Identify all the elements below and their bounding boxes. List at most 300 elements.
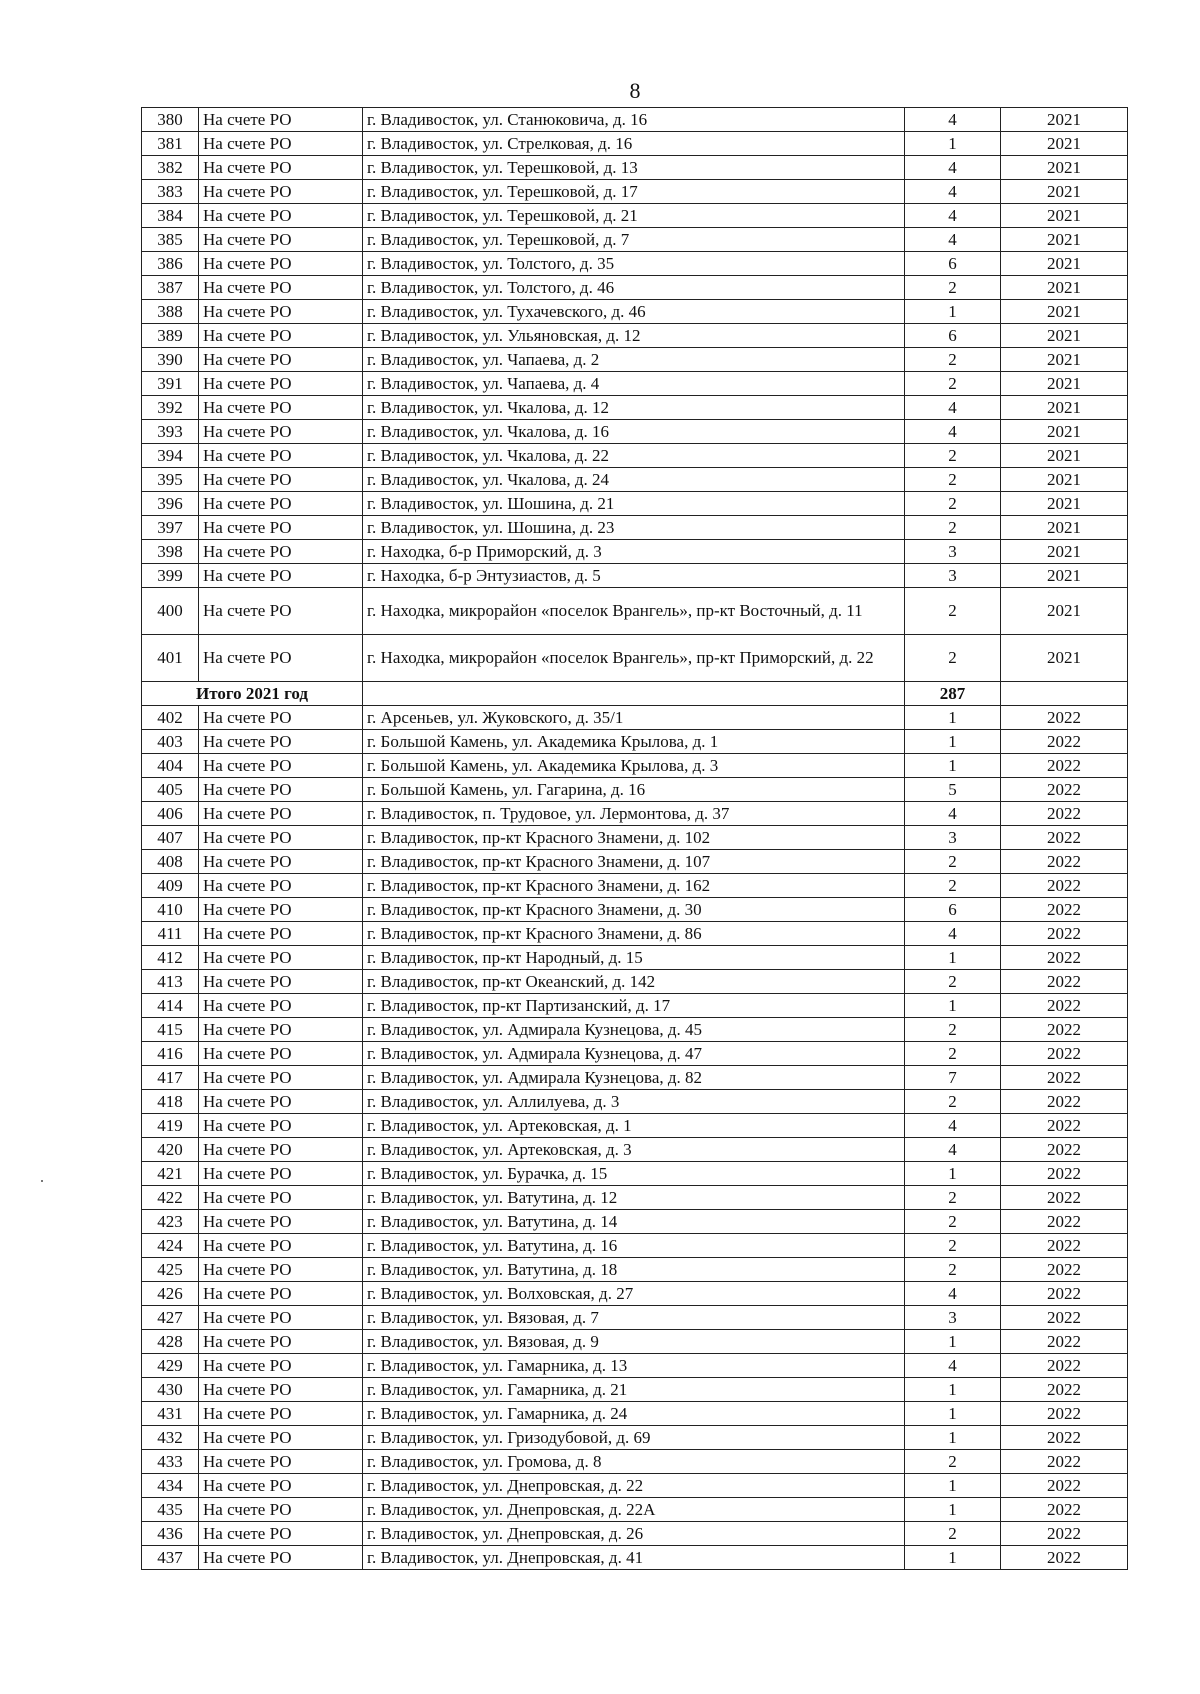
address-cell: г. Владивосток, ул. Громова, д. 8 bbox=[363, 1450, 905, 1474]
count-cell: 7 bbox=[905, 1066, 1001, 1090]
count-cell: 6 bbox=[905, 898, 1001, 922]
page-number: 8 bbox=[629, 78, 641, 103]
year-cell: 2021 bbox=[1001, 300, 1128, 324]
count-cell: 2 bbox=[905, 348, 1001, 372]
row-number-cell: 395 bbox=[142, 468, 199, 492]
table-row bbox=[142, 1330, 1128, 1354]
row-number-cell: 396 bbox=[142, 492, 199, 516]
count-cell: 4 bbox=[905, 922, 1001, 946]
year-cell: 2022 bbox=[1001, 1330, 1128, 1354]
count-cell: 1 bbox=[905, 706, 1001, 730]
address-cell: г. Находка, микрорайон «поселок Врангель», пр-кт Восточный, д. 11 bbox=[363, 588, 905, 635]
account-type-cell: На счете РО bbox=[199, 372, 363, 396]
table-row bbox=[142, 946, 1128, 970]
count-cell: 2 bbox=[905, 372, 1001, 396]
account-type-cell: На счете РО bbox=[199, 1306, 363, 1330]
year-cell: 2022 bbox=[1001, 1066, 1128, 1090]
row-number-cell: 407 bbox=[142, 826, 199, 850]
year-cell: 2022 bbox=[1001, 802, 1128, 826]
year-cell: 2021 bbox=[1001, 444, 1128, 468]
count-cell: 1 bbox=[905, 994, 1001, 1018]
count-cell: 6 bbox=[905, 324, 1001, 348]
count-cell: 4 bbox=[905, 180, 1001, 204]
year-cell: 2022 bbox=[1001, 1378, 1128, 1402]
account-type-cell: На счете РО bbox=[199, 1258, 363, 1282]
address-cell: г. Владивосток, ул. Вязовая, д. 7 bbox=[363, 1306, 905, 1330]
table-row bbox=[142, 372, 1128, 396]
account-type-cell: На счете РО bbox=[199, 754, 363, 778]
table-row bbox=[142, 1522, 1128, 1546]
address-cell: г. Владивосток, ул. Адмирала Кузнецова, д. 47 bbox=[363, 1042, 905, 1066]
address-cell: г. Владивосток, пр-кт Красного Знамени, д. 86 bbox=[363, 922, 905, 946]
total-section bbox=[142, 682, 1128, 706]
table-row bbox=[142, 1306, 1128, 1330]
year-cell: 2021 bbox=[1001, 396, 1128, 420]
table-row bbox=[142, 1114, 1128, 1138]
table-row bbox=[142, 1138, 1128, 1162]
address-cell: г. Владивосток, ул. Волховская, д. 27 bbox=[363, 1282, 905, 1306]
account-type-cell: На счете РО bbox=[199, 324, 363, 348]
address-cell: г. Владивосток, ул. Чкалова, д. 24 bbox=[363, 468, 905, 492]
table-row bbox=[142, 420, 1128, 444]
account-type-cell: На счете РО bbox=[199, 898, 363, 922]
table-row bbox=[142, 635, 1128, 682]
count-cell: 4 bbox=[905, 1114, 1001, 1138]
account-type-cell: На счете РО bbox=[199, 994, 363, 1018]
row-number-cell: 398 bbox=[142, 540, 199, 564]
row-number-cell: 400 bbox=[142, 588, 199, 635]
account-type-cell: На счете РО bbox=[199, 1498, 363, 1522]
table-row bbox=[142, 1234, 1128, 1258]
table-row bbox=[142, 826, 1128, 850]
address-cell: г. Владивосток, ул. Терешковой, д. 7 bbox=[363, 228, 905, 252]
account-type-cell: На счете РО bbox=[199, 850, 363, 874]
table-row bbox=[142, 252, 1128, 276]
table-row bbox=[142, 1018, 1128, 1042]
count-cell: 5 bbox=[905, 778, 1001, 802]
account-type-cell: На счете РО bbox=[199, 468, 363, 492]
address-cell: г. Владивосток, ул. Стрелковая, д. 16 bbox=[363, 132, 905, 156]
row-number-cell: 380 bbox=[142, 108, 199, 132]
year-cell: 2022 bbox=[1001, 1450, 1128, 1474]
account-type-cell: На счете РО bbox=[199, 635, 363, 682]
table-row bbox=[142, 1426, 1128, 1450]
row-number-cell: 402 bbox=[142, 706, 199, 730]
address-cell: г. Владивосток, ул. Терешковой, д. 17 bbox=[363, 180, 905, 204]
table-row bbox=[142, 850, 1128, 874]
row-number-cell: 423 bbox=[142, 1210, 199, 1234]
year-cell: 2022 bbox=[1001, 874, 1128, 898]
year-cell: 2021 bbox=[1001, 156, 1128, 180]
account-type-cell: На счете РО bbox=[199, 204, 363, 228]
table-row bbox=[142, 970, 1128, 994]
row-number-cell: 406 bbox=[142, 802, 199, 826]
row-number-cell: 422 bbox=[142, 1186, 199, 1210]
row-number-cell: 390 bbox=[142, 348, 199, 372]
account-type-cell: На счете РО bbox=[199, 564, 363, 588]
table-row bbox=[142, 1402, 1128, 1426]
table-row bbox=[142, 540, 1128, 564]
table-row bbox=[142, 1498, 1128, 1522]
account-type-cell: На счете РО bbox=[199, 1426, 363, 1450]
table-row bbox=[142, 922, 1128, 946]
count-cell: 4 bbox=[905, 156, 1001, 180]
table-row bbox=[142, 730, 1128, 754]
count-cell: 3 bbox=[905, 826, 1001, 850]
row-number-cell: 405 bbox=[142, 778, 199, 802]
row-number-cell: 394 bbox=[142, 444, 199, 468]
year-cell: 2021 bbox=[1001, 420, 1128, 444]
account-type-cell: На счете РО bbox=[199, 420, 363, 444]
table-row bbox=[142, 1474, 1128, 1498]
table-row bbox=[142, 1546, 1128, 1570]
housing-register-table bbox=[141, 107, 1128, 1570]
table-row bbox=[142, 276, 1128, 300]
year-cell: 2022 bbox=[1001, 850, 1128, 874]
year-cell: 2022 bbox=[1001, 706, 1128, 730]
account-type-cell: На счете РО bbox=[199, 492, 363, 516]
count-cell: 1 bbox=[905, 946, 1001, 970]
account-type-cell: На счете РО bbox=[199, 730, 363, 754]
year-cell: 2022 bbox=[1001, 994, 1128, 1018]
year-cell: 2022 bbox=[1001, 1426, 1128, 1450]
count-cell: 2 bbox=[905, 1210, 1001, 1234]
address-cell: г. Владивосток, ул. Гамарника, д. 13 bbox=[363, 1354, 905, 1378]
table-row bbox=[142, 300, 1128, 324]
year-cell: 2021 bbox=[1001, 468, 1128, 492]
table-row bbox=[142, 1282, 1128, 1306]
year-cell: 2022 bbox=[1001, 1402, 1128, 1426]
count-cell: 6 bbox=[905, 252, 1001, 276]
row-number-cell: 414 bbox=[142, 994, 199, 1018]
year-cell: 2022 bbox=[1001, 922, 1128, 946]
year-cell: 2022 bbox=[1001, 1282, 1128, 1306]
year-cell: 2021 bbox=[1001, 635, 1128, 682]
row-number-cell: 437 bbox=[142, 1546, 199, 1570]
account-type-cell: На счете РО bbox=[199, 1402, 363, 1426]
row-number-cell: 434 bbox=[142, 1474, 199, 1498]
total-label: Итого 2021 год bbox=[142, 682, 363, 706]
year-cell: 2022 bbox=[1001, 1498, 1128, 1522]
year-cell: 2021 bbox=[1001, 372, 1128, 396]
address-cell: г. Владивосток, ул. Ватутина, д. 18 bbox=[363, 1258, 905, 1282]
table-row bbox=[142, 874, 1128, 898]
table-row bbox=[142, 516, 1128, 540]
year-cell: 2022 bbox=[1001, 826, 1128, 850]
table-row bbox=[142, 1042, 1128, 1066]
address-cell: г. Владивосток, пр-кт Красного Знамени, д. 30 bbox=[363, 898, 905, 922]
table-row bbox=[142, 1186, 1128, 1210]
table-row bbox=[142, 778, 1128, 802]
count-cell: 2 bbox=[905, 468, 1001, 492]
address-cell: г. Арсеньев, ул. Жуковского, д. 35/1 bbox=[363, 706, 905, 730]
total-empty-year-cell bbox=[1001, 682, 1128, 706]
table-row bbox=[142, 324, 1128, 348]
count-cell: 2 bbox=[905, 516, 1001, 540]
count-cell: 4 bbox=[905, 108, 1001, 132]
count-cell: 2 bbox=[905, 1042, 1001, 1066]
year-cell: 2022 bbox=[1001, 1186, 1128, 1210]
row-number-cell: 425 bbox=[142, 1258, 199, 1282]
row-number-cell: 385 bbox=[142, 228, 199, 252]
table-row bbox=[142, 1450, 1128, 1474]
year-cell: 2021 bbox=[1001, 516, 1128, 540]
address-cell: г. Владивосток, пр-кт Партизанский, д. 17 bbox=[363, 994, 905, 1018]
row-number-cell: 403 bbox=[142, 730, 199, 754]
account-type-cell: На счете РО bbox=[199, 1066, 363, 1090]
row-number-cell: 410 bbox=[142, 898, 199, 922]
table-row bbox=[142, 396, 1128, 420]
account-type-cell: На счете РО bbox=[199, 396, 363, 420]
address-cell: г. Владивосток, ул. Артековская, д. 3 bbox=[363, 1138, 905, 1162]
address-cell: г. Большой Камень, ул. Академика Крылова, д. 1 bbox=[363, 730, 905, 754]
table-row bbox=[142, 132, 1128, 156]
year-cell: 2021 bbox=[1001, 132, 1128, 156]
address-cell: г. Владивосток, ул. Терешковой, д. 13 bbox=[363, 156, 905, 180]
account-type-cell: На счете РО bbox=[199, 276, 363, 300]
count-cell: 2 bbox=[905, 970, 1001, 994]
year-cell: 2021 bbox=[1001, 108, 1128, 132]
address-cell: г. Владивосток, ул. Ватутина, д. 16 bbox=[363, 1234, 905, 1258]
count-cell: 2 bbox=[905, 492, 1001, 516]
total-value: 287 bbox=[905, 682, 1001, 706]
account-type-cell: На счете РО bbox=[199, 1354, 363, 1378]
table-row bbox=[142, 348, 1128, 372]
account-type-cell: На счете РО bbox=[199, 300, 363, 324]
year-cell: 2022 bbox=[1001, 898, 1128, 922]
account-type-cell: На счете РО bbox=[199, 1210, 363, 1234]
account-type-cell: На счете РО bbox=[199, 826, 363, 850]
account-type-cell: На счете РО bbox=[199, 802, 363, 826]
count-cell: 2 bbox=[905, 444, 1001, 468]
account-type-cell: На счете РО bbox=[199, 706, 363, 730]
address-cell: г. Владивосток, ул. Ватутина, д. 12 bbox=[363, 1186, 905, 1210]
account-type-cell: На счете РО bbox=[199, 1162, 363, 1186]
table-row bbox=[142, 754, 1128, 778]
account-type-cell: На счете РО bbox=[199, 1186, 363, 1210]
address-cell: г. Владивосток, ул. Станюковича, д. 16 bbox=[363, 108, 905, 132]
row-number-cell: 435 bbox=[142, 1498, 199, 1522]
account-type-cell: На счете РО bbox=[199, 1090, 363, 1114]
account-type-cell: На счете РО bbox=[199, 874, 363, 898]
account-type-cell: На счете РО bbox=[199, 348, 363, 372]
count-cell: 4 bbox=[905, 420, 1001, 444]
account-type-cell: На счете РО bbox=[199, 516, 363, 540]
table-row bbox=[142, 468, 1128, 492]
count-cell: 3 bbox=[905, 1306, 1001, 1330]
account-type-cell: На счете РО bbox=[199, 1450, 363, 1474]
address-cell: г. Владивосток, пр-кт Красного Знамени, д. 102 bbox=[363, 826, 905, 850]
address-cell: г. Владивосток, ул. Бурачка, д. 15 bbox=[363, 1162, 905, 1186]
table-row bbox=[142, 588, 1128, 635]
count-cell: 1 bbox=[905, 730, 1001, 754]
row-number-cell: 418 bbox=[142, 1090, 199, 1114]
count-cell: 1 bbox=[905, 1546, 1001, 1570]
account-type-cell: На счете РО bbox=[199, 1474, 363, 1498]
count-cell: 1 bbox=[905, 1498, 1001, 1522]
account-type-cell: На счете РО bbox=[199, 1114, 363, 1138]
address-cell: г. Находка, б-р Энтузиастов, д. 5 bbox=[363, 564, 905, 588]
count-cell: 4 bbox=[905, 1282, 1001, 1306]
count-cell: 2 bbox=[905, 1090, 1001, 1114]
year-cell: 2021 bbox=[1001, 180, 1128, 204]
account-type-cell: На счете РО bbox=[199, 1546, 363, 1570]
address-cell: г. Находка, б-р Приморский, д. 3 bbox=[363, 540, 905, 564]
row-number-cell: 411 bbox=[142, 922, 199, 946]
address-cell: г. Большой Камень, ул. Гагарина, д. 16 bbox=[363, 778, 905, 802]
row-number-cell: 389 bbox=[142, 324, 199, 348]
row-number-cell: 426 bbox=[142, 1282, 199, 1306]
count-cell: 1 bbox=[905, 1162, 1001, 1186]
table-row bbox=[142, 898, 1128, 922]
address-cell: г. Владивосток, п. Трудовое, ул. Лермонтова, д. 37 bbox=[363, 802, 905, 826]
row-number-cell: 419 bbox=[142, 1114, 199, 1138]
scan-speck bbox=[41, 1180, 43, 1182]
table-row bbox=[142, 994, 1128, 1018]
table-row bbox=[142, 180, 1128, 204]
account-type-cell: На счете РО bbox=[199, 252, 363, 276]
row-number-cell: 432 bbox=[142, 1426, 199, 1450]
row-number-cell: 381 bbox=[142, 132, 199, 156]
address-cell: г. Владивосток, пр-кт Красного Знамени, д. 107 bbox=[363, 850, 905, 874]
year-cell: 2021 bbox=[1001, 588, 1128, 635]
row-number-cell: 428 bbox=[142, 1330, 199, 1354]
address-cell: г. Владивосток, ул. Артековская, д. 1 bbox=[363, 1114, 905, 1138]
address-cell: г. Владивосток, ул. Адмирала Кузнецова, д. 45 bbox=[363, 1018, 905, 1042]
row-number-cell: 392 bbox=[142, 396, 199, 420]
account-type-cell: На счете РО bbox=[199, 1282, 363, 1306]
year-cell: 2022 bbox=[1001, 1258, 1128, 1282]
count-cell: 4 bbox=[905, 1354, 1001, 1378]
table-row bbox=[142, 444, 1128, 468]
row-number-cell: 386 bbox=[142, 252, 199, 276]
account-type-cell: На счете РО bbox=[199, 1042, 363, 1066]
row-number-cell: 436 bbox=[142, 1522, 199, 1546]
account-type-cell: На счете РО bbox=[199, 970, 363, 994]
address-cell: г. Владивосток, пр-кт Народный, д. 15 bbox=[363, 946, 905, 970]
table-row bbox=[142, 156, 1128, 180]
year-cell: 2022 bbox=[1001, 778, 1128, 802]
address-cell: г. Владивосток, ул. Толстого, д. 46 bbox=[363, 276, 905, 300]
year-cell: 2022 bbox=[1001, 730, 1128, 754]
address-cell: г. Владивосток, ул. Шошина, д. 21 bbox=[363, 492, 905, 516]
table-row bbox=[142, 1066, 1128, 1090]
count-cell: 4 bbox=[905, 228, 1001, 252]
address-cell: г. Владивосток, ул. Шошина, д. 23 bbox=[363, 516, 905, 540]
year-cell: 2021 bbox=[1001, 492, 1128, 516]
account-type-cell: На счете РО bbox=[199, 778, 363, 802]
address-cell: г. Владивосток, ул. Адмирала Кузнецова, д. 82 bbox=[363, 1066, 905, 1090]
table-row bbox=[142, 1354, 1128, 1378]
year-cell: 2021 bbox=[1001, 228, 1128, 252]
address-cell: г. Владивосток, ул. Чкалова, д. 22 bbox=[363, 444, 905, 468]
year-cell: 2022 bbox=[1001, 1162, 1128, 1186]
account-type-cell: На счете РО bbox=[199, 1234, 363, 1258]
count-cell: 4 bbox=[905, 802, 1001, 826]
count-cell: 1 bbox=[905, 754, 1001, 778]
row-number-cell: 409 bbox=[142, 874, 199, 898]
row-number-cell: 431 bbox=[142, 1402, 199, 1426]
count-cell: 1 bbox=[905, 1378, 1001, 1402]
count-cell: 4 bbox=[905, 396, 1001, 420]
row-number-cell: 417 bbox=[142, 1066, 199, 1090]
account-type-cell: На счете РО bbox=[199, 1330, 363, 1354]
count-cell: 2 bbox=[905, 1450, 1001, 1474]
count-cell: 1 bbox=[905, 1330, 1001, 1354]
address-cell: г. Владивосток, ул. Чкалова, д. 12 bbox=[363, 396, 905, 420]
account-type-cell: На счете РО bbox=[199, 108, 363, 132]
address-cell: г. Владивосток, ул. Аллилуева, д. 3 bbox=[363, 1090, 905, 1114]
row-number-cell: 430 bbox=[142, 1378, 199, 1402]
account-type-cell: На счете РО bbox=[199, 1018, 363, 1042]
address-cell: г. Владивосток, ул. Терешковой, д. 21 bbox=[363, 204, 905, 228]
account-type-cell: На счете РО bbox=[199, 444, 363, 468]
rows-2021 bbox=[142, 108, 1128, 682]
account-type-cell: На счете РО bbox=[199, 132, 363, 156]
address-cell: г. Владивосток, ул. Вязовая, д. 9 bbox=[363, 1330, 905, 1354]
address-cell: г. Владивосток, ул. Днепровская, д. 41 bbox=[363, 1546, 905, 1570]
year-cell: 2021 bbox=[1001, 276, 1128, 300]
row-number-cell: 404 bbox=[142, 754, 199, 778]
address-cell: г. Владивосток, ул. Ватутина, д. 14 bbox=[363, 1210, 905, 1234]
year-cell: 2022 bbox=[1001, 970, 1128, 994]
year-cell: 2021 bbox=[1001, 564, 1128, 588]
row-number-cell: 412 bbox=[142, 946, 199, 970]
count-cell: 1 bbox=[905, 300, 1001, 324]
count-cell: 2 bbox=[905, 850, 1001, 874]
year-cell: 2021 bbox=[1001, 324, 1128, 348]
row-number-cell: 384 bbox=[142, 204, 199, 228]
account-type-cell: На счете РО bbox=[199, 588, 363, 635]
row-number-cell: 397 bbox=[142, 516, 199, 540]
address-cell: г. Владивосток, ул. Тухачевского, д. 46 bbox=[363, 300, 905, 324]
table-row bbox=[142, 1378, 1128, 1402]
count-cell: 1 bbox=[905, 132, 1001, 156]
table-row bbox=[142, 1258, 1128, 1282]
row-number-cell: 416 bbox=[142, 1042, 199, 1066]
count-cell: 3 bbox=[905, 564, 1001, 588]
table-row bbox=[142, 564, 1128, 588]
table-row bbox=[142, 802, 1128, 826]
year-cell: 2022 bbox=[1001, 1138, 1128, 1162]
row-number-cell: 383 bbox=[142, 180, 199, 204]
account-type-cell: На счете РО bbox=[199, 922, 363, 946]
table-row bbox=[142, 706, 1128, 730]
address-cell: г. Большой Камень, ул. Академика Крылова, д. 3 bbox=[363, 754, 905, 778]
row-number-cell: 401 bbox=[142, 635, 199, 682]
rows-2022 bbox=[142, 706, 1128, 1570]
year-cell: 2022 bbox=[1001, 946, 1128, 970]
address-cell: г. Владивосток, пр-кт Красного Знамени, д. 162 bbox=[363, 874, 905, 898]
address-cell: г. Владивосток, ул. Толстого, д. 35 bbox=[363, 252, 905, 276]
row-number-cell: 393 bbox=[142, 420, 199, 444]
year-cell: 2022 bbox=[1001, 1354, 1128, 1378]
table-row bbox=[142, 492, 1128, 516]
address-cell: г. Владивосток, ул. Днепровская, д. 26 bbox=[363, 1522, 905, 1546]
row-number-cell: 399 bbox=[142, 564, 199, 588]
count-cell: 2 bbox=[905, 276, 1001, 300]
account-type-cell: На счете РО bbox=[199, 180, 363, 204]
address-cell: г. Владивосток, ул. Гамарника, д. 21 bbox=[363, 1378, 905, 1402]
row-number-cell: 429 bbox=[142, 1354, 199, 1378]
count-cell: 4 bbox=[905, 204, 1001, 228]
row-number-cell: 433 bbox=[142, 1450, 199, 1474]
row-number-cell: 408 bbox=[142, 850, 199, 874]
account-type-cell: На счете РО bbox=[199, 1138, 363, 1162]
address-cell: г. Владивосток, ул. Гризодубовой, д. 69 bbox=[363, 1426, 905, 1450]
row-number-cell: 387 bbox=[142, 276, 199, 300]
row-number-cell: 388 bbox=[142, 300, 199, 324]
